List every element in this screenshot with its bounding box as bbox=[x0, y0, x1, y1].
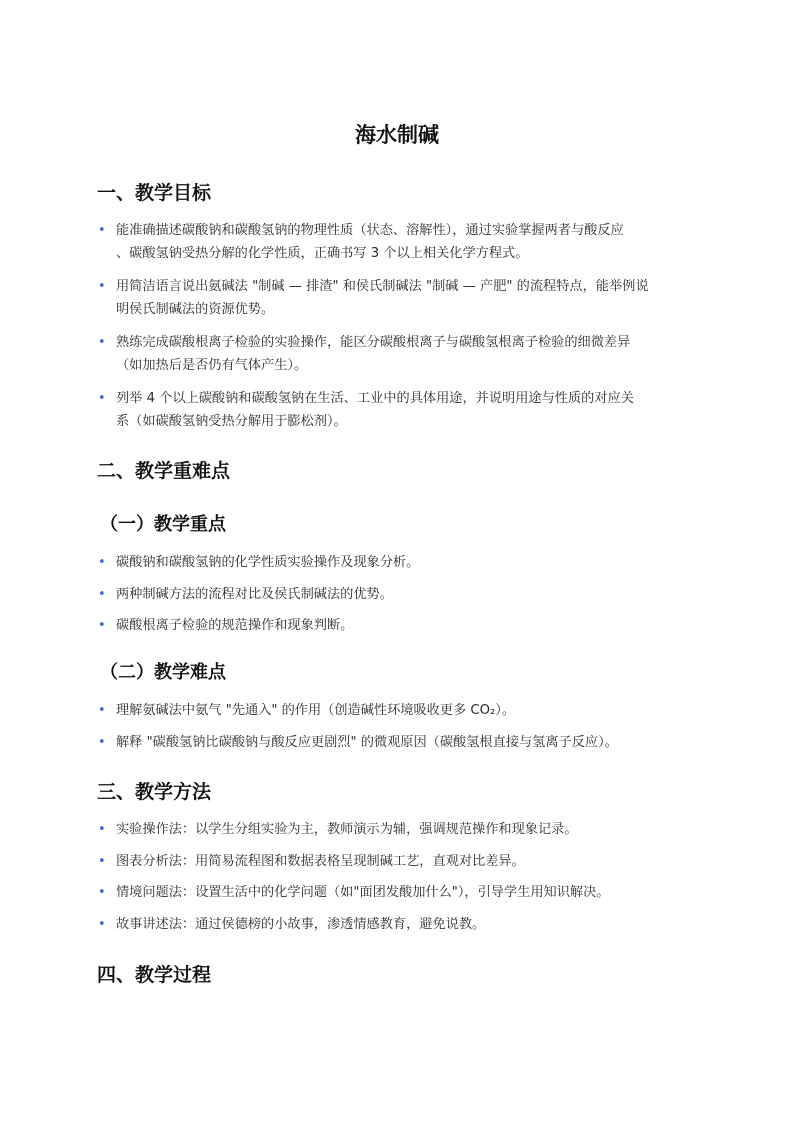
section-heading-objectives: 一、教学目标 bbox=[97, 182, 212, 204]
bullet-icon bbox=[98, 914, 108, 937]
list-item bbox=[97, 615, 707, 638]
list-item-text: 图表分析法：用简易流程图和数据表格呈现制碱工艺，直观对比差异。 bbox=[116, 853, 525, 869]
list-item-text: 理解氨碱法中氨气 "先通入" 的作用（创造碱性环境吸收更多 CO₂）。 bbox=[116, 703, 516, 718]
list-item bbox=[97, 552, 707, 575]
list-item bbox=[97, 276, 707, 321]
list-item-line: 用简洁语言说出氨碱法 "制碱 — 排渣" 和侯氏制碱法 "制碱 — 产肥" 的流程特点，能举例说 bbox=[116, 279, 649, 294]
focus-list bbox=[97, 552, 707, 638]
section-heading-process: 四、教学过程 bbox=[97, 964, 212, 986]
list-item bbox=[97, 882, 707, 905]
bullet-icon bbox=[98, 819, 108, 842]
subsection-heading-difficulty: （二）教学难点 bbox=[100, 662, 226, 683]
list-item-text: 两种制碱方法的流程对比及侯氏制碱法的优势。 bbox=[116, 586, 393, 602]
bullet-icon bbox=[98, 851, 108, 874]
list-item-text: 碳酸根离子检验的规范操作和现象判断。 bbox=[116, 618, 354, 633]
bullet-icon bbox=[98, 882, 108, 905]
list-item-line: （如加热后是否仍有气体产生）。 bbox=[116, 357, 308, 373]
bullet-icon bbox=[98, 552, 108, 575]
bullet-icon bbox=[98, 276, 108, 299]
list-item bbox=[97, 914, 707, 937]
list-item-line: 能准确描述碳酸钠和碳酸氢钠的物理性质（状态、溶解性），通过实验掌握两者与酸反应 bbox=[116, 223, 624, 238]
section-heading-methods: 三、教学方法 bbox=[97, 781, 212, 803]
document-title: 海水制碱 bbox=[355, 123, 439, 147]
list-item-text: 情境问题法：设置生活中的化学问题（如"面团发酸加什么"），引导学生用知识解决。 bbox=[116, 885, 610, 900]
list-item-line: 列举 4 个以上碳酸钠和碳酸氢钠在生活、工业中的具体用途，并说明用途与性质的对应关 bbox=[116, 391, 634, 406]
list-item bbox=[97, 732, 707, 755]
bullet-icon bbox=[98, 332, 108, 355]
bullet-icon bbox=[98, 584, 108, 607]
bullet-icon bbox=[98, 732, 108, 755]
bullet-icon bbox=[98, 388, 108, 411]
list-item-text: 碳酸钠和碳酸氢钠的化学性质实验操作及现象分析。 bbox=[116, 555, 420, 570]
bullet-icon bbox=[98, 220, 108, 243]
list-item bbox=[97, 388, 707, 433]
list-item-text: 实验操作法：以学生分组实验为主，教师演示为辅，强调规范操作和现象记录。 bbox=[116, 822, 578, 837]
list-item bbox=[97, 220, 707, 265]
list-item-line: 系（如碳酸氢钠受热分解用于膨松剂）。 bbox=[116, 413, 347, 429]
subsection-heading-focus: （一）教学重点 bbox=[100, 514, 226, 535]
list-item bbox=[97, 851, 707, 874]
list-item bbox=[97, 332, 707, 377]
list-item-line: 、碳酸氢钠受热分解的化学性质，正确书写 3 个以上相关化学方程式。 bbox=[116, 245, 529, 261]
list-item-text: 解释 "碳酸氢钠比碳酸钠与酸反应更剧烈" 的微观原因（碳酸氢根直接与氢离子反应）。 bbox=[116, 734, 618, 750]
list-item-text: 故事讲述法：通过侯德榜的小故事，渗透情感教育，避免说教。 bbox=[116, 916, 486, 932]
list-item-line: 明侯氏制碱法的资源优势。 bbox=[116, 301, 275, 317]
list-item bbox=[97, 700, 707, 723]
list-item bbox=[97, 819, 707, 842]
bullet-icon bbox=[98, 615, 108, 638]
difficulty-list bbox=[97, 700, 707, 754]
objectives-list bbox=[97, 220, 707, 433]
list-item bbox=[97, 584, 707, 607]
bullet-icon bbox=[98, 700, 108, 723]
section-heading-key-points: 二、教学重难点 bbox=[97, 460, 231, 482]
methods-list bbox=[97, 819, 707, 936]
list-item-line: 熟练完成碳酸根离子检验的实验操作，能区分碳酸根离子与碳酸氢根离子检验的细微差异 bbox=[116, 335, 631, 350]
